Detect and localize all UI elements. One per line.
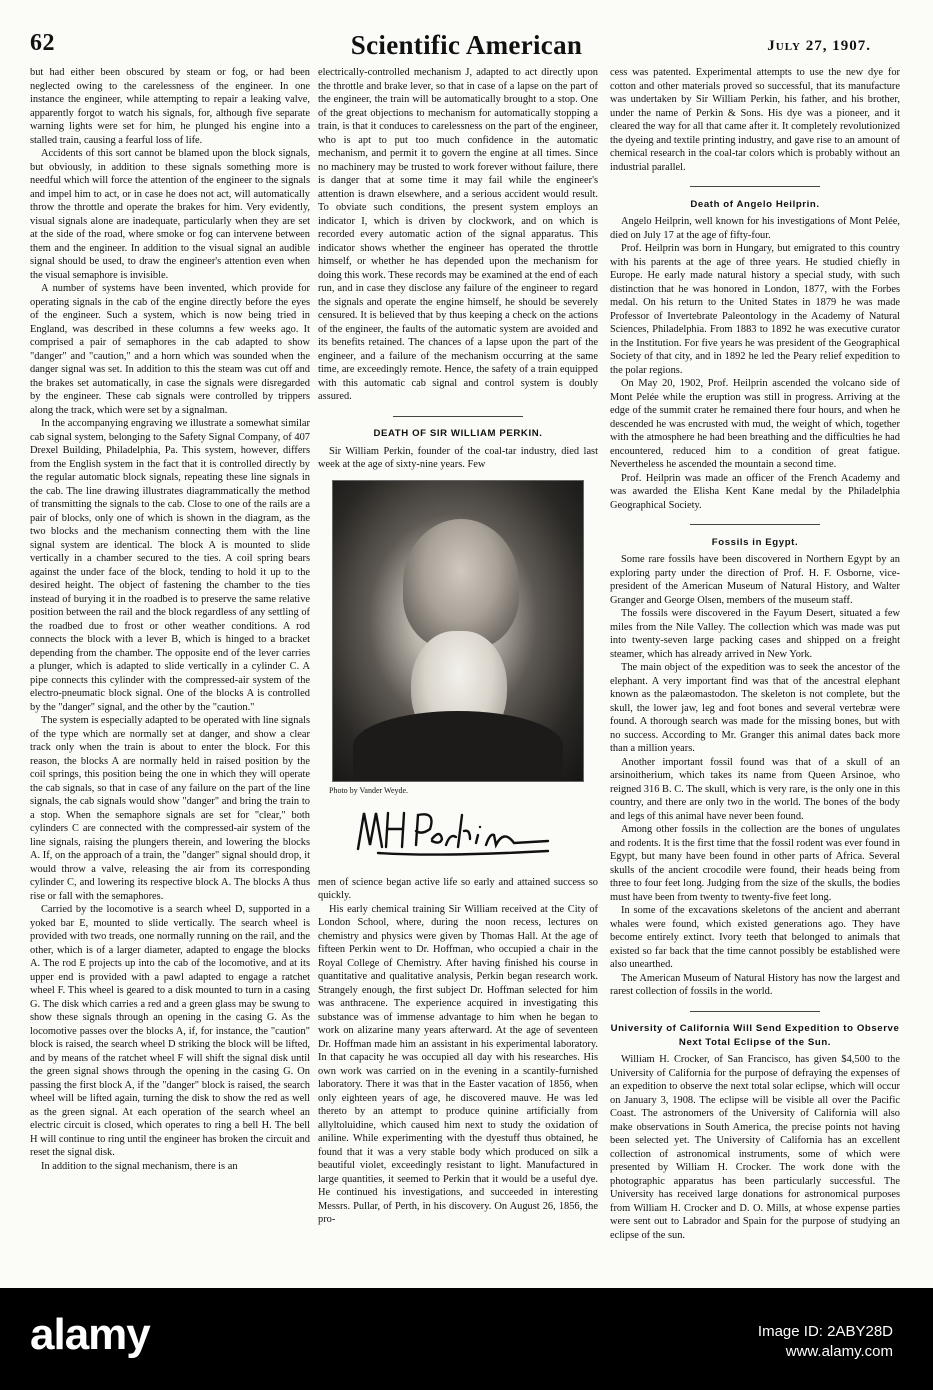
- paragraph: men of science began active life so early and attained success so quickly.: [318, 876, 598, 901]
- paragraph: but had either been obscured by steam or fog, or had been neglected owing to the carelessness of the engineer. In one instance the engineer, while attempting to repair a leaking valve, apparently forgot to watch his signals, for, although five separate warning lights were set for him, he plunged his engine into a stalled train, causing a fearful loss of life.: [30, 67, 310, 146]
- paragraph: cess was patented. Experimental attempts to use the new dye for cotton and other materials proved so successful, that its manufacture was undertaken by Sir William Perkin, his father, and his brother, under the name of Perkin & Sons. His dye was a pioneer, and it cleared the way for all that came after it. It completely revolutionized the dyeing and textile printing industry, and gave rise to an amount of chemical research in the coal-tar colors which is probably without an industrial parallel.: [610, 67, 900, 173]
- paragraph: In addition to the signal mechanism, there is an: [41, 1160, 238, 1172]
- section-divider: [318, 410, 598, 424]
- image-id: Image ID: 2ABY28D: [757, 1323, 893, 1340]
- site-url: www.alamy.com: [785, 1343, 893, 1360]
- paragraph: Accidents of this sort cannot be blamed upon the block signals, but obviously, in addition to these signals something more is needful which will force the attention of the engineer to the signals and impel him to act, or in case he does not act, will automatically throw the throttle and operate the brakes for him. Very evidently, visual signals alone are inadequate, particularly when they are set at the side of the road, where smoke or fog can intervene between them and the engineer. In addition to the visual signal an audible signal should be used, to draw the engineer's attention even when the visual semaphore is invisible.: [30, 148, 310, 281]
- perkin-portrait-photo: [332, 480, 584, 782]
- issue-date: July 27, 1907.: [767, 38, 871, 54]
- paragraph: His early chemical training Sir William received at the City of London School, where, during the noon recess, lectures on chemistry and physics were given by Thomas Hall. At the age of fifteen Perkin went to Dr. Hoffman, who occupied a chair in the Royal College of Chemistry. After having finished his course in quantitative and qualitative analysis, Perkin began research work. Strangely enough, the first subject Dr. Hoffman selected for him was anthracene. The experience acquired in investigating this substance was of immense advantage to him when he began to work on alizarine many years afterward. At the age of seventeen Dr. Hoffman made him an assistant in his experimental laboratory. In that capacity he was occupied all day with his researches. His own work was carried on in the evening in a scantily-furnished laboratory. There it was that in the Easter vacation of 1856, when only eighteen years of age, he discovered mauve. He was led thereto by an attempt to produce quinine artificially from allyltoluidine, which caused him next to study the oxidation of aniline. While experimenting with the dyestuff thus obtained, he found that it was a very stable body which produced on silk a beautiful violet, exceedingly resistant to light. Manufactured in large quantities, it seemed to Perkin that it would be a useful dye. He continued his investigations, and succeeded in interesting Messrs. Pullar, of Perth, in his discovery. On August 26, 1856, the pro-: [318, 903, 598, 1225]
- paragraph: The system is especially adapted to be operated with line signals of the type which are normally set at danger, and show a clear track only when the train is about to enter the block. For this reason, the blocks A are normally held in raised position by the coil springs, this position being the one in which they will operate the cab signals, so that in case of any failure on the part of the line signals, the cab signals would show "danger" and bring the train to a stop. When the semaphore signals are set for "clear," both cylinders C are connected with the compressed-air system of the line signals, raising the plungers therein, and lowering the blocks A. If, on the approach of a train, the "danger" signal should drop, it would throw a valve, releasing the air from its corresponding cylinder C, and lowering its respective block A. The blocks A thus rise or fall with the semaphores.: [30, 715, 310, 902]
- section-divider: [610, 180, 900, 194]
- paragraph: Prof. Heilprin was made an officer of the French Academy and was awarded the Elisha Kent Kane medal by the Philadelphia Geographical Society.: [610, 472, 900, 511]
- paragraph: Among other fossils in the collection are the bones of ungulates and rodents. It is the first time that the fossil rodent was ever found in Egypt, but many have been found in other parts of Africa. Several skulls of the ancient crocodile were found, their heads being from three to four feet long. Judging from the size of the skulls, the bodies must have been from twenty to twenty-five feet long.: [610, 824, 900, 903]
- paragraph: Carried by the locomotive is a search wheel D, supported in a yoked bar E, mounted to slide vertically. The search wheel is provided with two treads, one normally running on the rail, and the other, which is of a larger diameter, adapted to engage the blocks A. The rod E projects up into the cab of the locomotive, and at its upper end is provided with a pawl adapted to engage a ratchet wheel F. This wheel is geared to a disk mounted to turn in a casing G. The disk which carries a red and a green glass may be swung to show these signals through an opening in the casing G. As the locomotive passes over the blocks A, if, for instance, the "caution" block is raised, the search wheel D striking the block will be lifted, and by means of the ratchet wheel F will shift the signal disk until the green signal shows through the opening in the casing G. On passing the first block A, if the "danger" block is raised, the search wheel will be lifted again, turning the disk to show the red as well as the green signal. At each operation of the search wheel an electric circuit is closed, which operates to ring a bell H. The bell H will continue to ring until the engineer has broken the circuit and reset the signal disk.: [30, 904, 310, 1158]
- fossils-heading: Fossils in Egypt.: [711, 536, 799, 548]
- paragraph: The fossils were discovered in the Fayum Desert, situated a few miles from the Nile Valley. The collection which was made was put into twenty-seven large packing cases and shipped on a freight steamer, which has already arrived in New York.: [610, 608, 900, 660]
- eclipse-heading: University of California Will Send Expedition to Observe Next Total Eclipse of the Sun.: [610, 1023, 900, 1048]
- paragraph: William H. Crocker, of San Francisco, has given $4,500 to the University of California for the purpose of defraying the expenses of an expedition to observe the next total solar eclipse, which will occur on January 3, 1908. The eclipse will be visible all over the Pacific Coast. The astronomers of the University of California will also make observations in South America, the precise points not having been selected yet. The University of California has an excellent collection of astronomical instruments, some of which were presented by William H. Crocker. The work done with the photographic apparatus has been particularly successful. The University has received large donations for astronomical purposes from William H. Crocker and D. O. Mills, at whose expense parties were sent out to Labrador and Spain for the purpose of studying an eclipse of the sun.: [610, 1054, 900, 1241]
- paragraph: Sir William Perkin, founder of the coal-tar industry, died last week at the age of sixty-nine years. Few: [318, 445, 598, 470]
- column-2: [318, 66, 598, 1227]
- perkin-heading: DEATH OF SIR WILLIAM PERKIN.: [373, 428, 543, 439]
- paragraph: Some rare fossils have been discovered in Northern Egypt by an exploring party under the direction of Prof. H. F. Osborne, vice-president of the American Museum of Natural History, and Walter Granger and George Olsen, members of the museum staff.: [610, 554, 900, 606]
- photo-credit: Photo by Vander Weyde.: [329, 785, 409, 795]
- paragraph: Another important fossil found was that of a skull of an arsinoitherium, which takes its name from Queen Arsinoe, who reigned 316 B. C. The skull, which is very rare, is the only one in this country, and there are only two in the world. The bones of the body and legs of this animal have never been found.: [610, 756, 900, 822]
- paragraph: A number of systems have been invented, which provide for operating signals in the cab of the engine directly before the eyes of the engineer. Such a system, which is now being tried in England, was described in these columns a few weeks ago. It comprised a pair of semaphores in the cab adapted to show "danger" and "caution," and a horn which was sounded when the danger signal was set. In addition to this the steam was cut off and the brakes set automatically, in case the signals were disregarded by the engineer. These cab signals were controlled by trippers along the track, which were set by a signalman.: [30, 283, 310, 416]
- paragraph: Prof. Heilprin was born in Hungary, but emigrated to this country with his parents at the age of three years. He studied chiefly in Europe. He early made natural history a special study, with such distinction that he was honored in London, 1877, with the Forbes medal. On his return to the United States in 1879 he was made Professor of Invertebrate Paleontology in the Academy of Natural Sciences, Philadelphia. From 1883 to 1892 he was executive curator in the Institution. For five years he was president of the Geographical Society of that city, and in 1892 he led the Peary relief expedition to the polar regions.: [610, 243, 900, 376]
- heilprin-heading: Death of Angelo Heilprin.: [690, 198, 820, 210]
- page-number: 62: [30, 30, 55, 56]
- column-1: [30, 66, 310, 1173]
- paragraph: In some of the excavations skeletons of the ancient and aberrant whales were found, which existed generations ago. They have become entirely extinct. Ivory teeth that belonged to animals that existed so far back that the time cannot possibly be established were also unearthed.: [610, 905, 900, 970]
- paragraph: The main object of the expedition was to seek the ancestor of the elephant. A very important find was that of the ancestral elephant known as the palæomastodon. The skeleton is not complete, but the skull, the lower jaw, leg and foot bones and several vertebræ were found. A thorough search was made for the missing bones, but with no success. According to Mr. Granger this animal dates back more than a million years.: [610, 662, 900, 754]
- portrait-coat: [353, 711, 563, 781]
- paragraph: In the accompanying engraving we illustrate a somewhat similar cab signal system, belonging to the Safety Signal Company, of 407 Drexel Building, Philadelphia, Pa. This system, however, differs from the English system in the fact that it is controlled directly by the regular automatic block signals, repeating these line signals in the cab. The line drawing illustrates diagrammatically the method of transmitting the signals to the cab. Close to one of the rails are a pair of blocks, only one of which is shown in the diagram, as the two blocks and the mechanism connecting them with the line signal system are identical. The block A is mounted to slide vertically in a chamber secured to the ties. A coil spring bears against the under face of the block, tending to hold it up to the desired height. The object of fastening the chamber to the ties instead of burying it in the roadbed is to preserve the same relative position between the rail and the block regardless of any settling of the roadbed due to frost or other weather conditions. A rod connects the block with a lever B, which is hinged to a bracket depending from the chamber. The opposite end of the lever carries a plunger, which is adapted to slide vertically in a cylinder C. A pipe connects this cylinder with the compressed-air system of the electro-pneumatic block signal. One of the blocks A is controlled by the "danger" signal, and the other by the "caution.": [30, 418, 310, 713]
- perkin-signature: [318, 799, 598, 865]
- image-id-label: [758, 1322, 893, 1362]
- column-3: [610, 66, 900, 1242]
- paragraph: On May 20, 1902, Prof. Heilprin ascended the volcano side of Mont Pelée while the eruption was still in progress. Arriving at the edge of the summit crater he remained there four hours, and when he descended he was encrusted with mud, the weight of which, together with the atmosphere he had been breathing and the difficulties he had encountered, reduced him to a condition of great fatigue. Nevertheless he ascended the mountain a second time.: [610, 378, 900, 470]
- portrait-head: [403, 519, 519, 649]
- section-divider: [610, 1005, 900, 1019]
- paragraph: Angelo Heilprin, well known for his investigations of Mont Pelée, died on July 17 at the age of fifty-four.: [610, 216, 900, 241]
- paragraph: electrically-controlled mechanism J, adapted to act directly upon the throttle and brake lever, so that in case of a lapse on the part of the engineer, the train will be automatically brought to a stop. One of the great objections to mechanism for automatically stopping a train, is that it conduces to carelessness on the part of the engineer, who is apt to put too much confidence in the automatic mechanism, and permit it to govern the engine at all times. Since no machinery may be trusted to work forever without failure, there is danger that at some time it may fail while the engineer's attention is drawn elsewhere, and a serious accident would result. To obviate such conditions, the present system employs an indicator I, which is driven by clockwork, and on which is recorded every automatic action of the signal apparatus. This indicator shows whether the engineer has operated the throttle himself, or whether he has depended upon the mechanism for doing this work. These records may be examined at the end of each run, and in case they disclose any failure of the engineer to regard the signals and operate the engine himself, he should be severely censured. It is believed that by thus keeping a check on the actions of the engineer, the faults of the automatic system are avoided and its benefits retained. The chances of a lapse upon the part of the engineer, and a failure of the mechanism occurring at the same time, are exceedingly remote. Hence, the safety of a train equipped with this automatic cab signal and control system is doubly assured.: [318, 67, 598, 402]
- paragraph: The American Museum of Natural History has now the largest and rarest collection of fossils in the world.: [610, 972, 900, 997]
- alamy-logo: alamy: [30, 1310, 150, 1359]
- masthead-title: Scientific American: [350, 30, 583, 60]
- section-divider: [610, 518, 900, 532]
